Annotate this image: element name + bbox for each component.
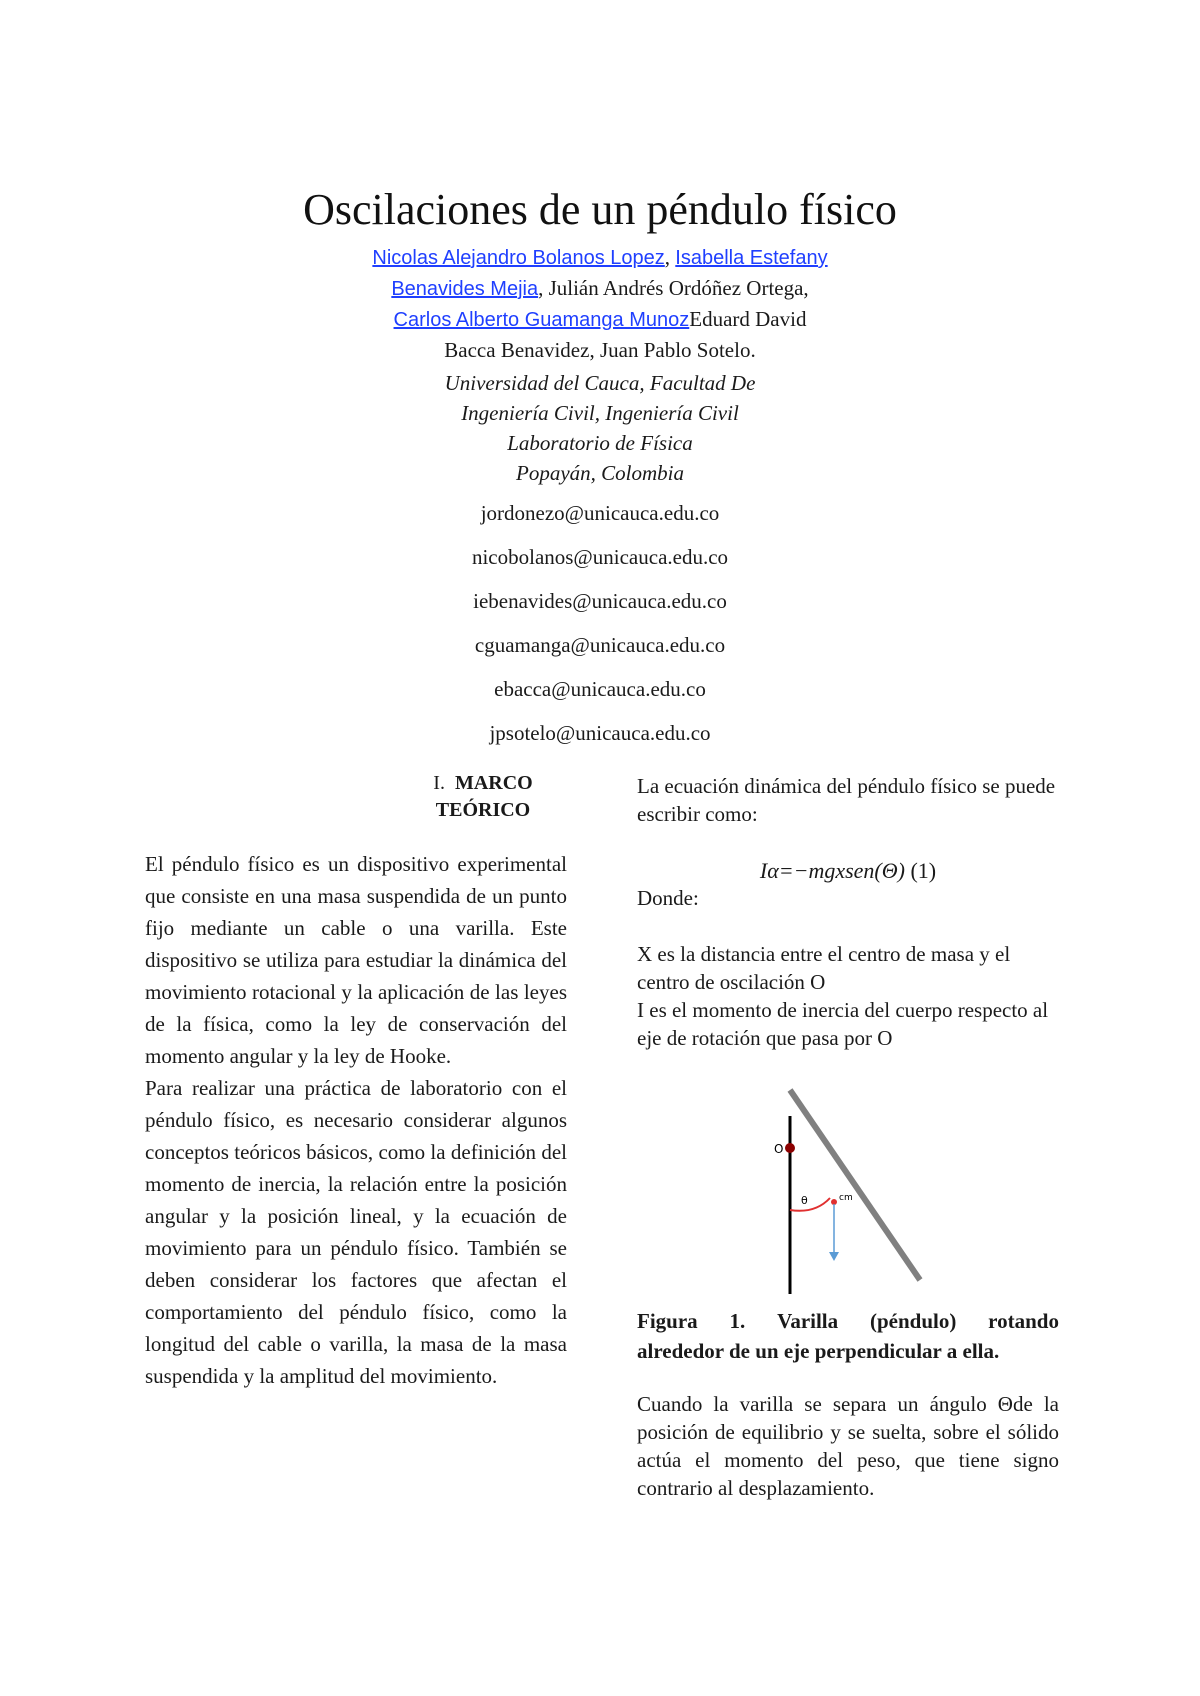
paragraph: El péndulo físico es un dispositivo experimental que consiste en una masa suspendida de un punto fijo mediante un cable o una varilla. Este dispositivo se utiliza para estudiar la dinámica del movimiento rotacional y la aplicación de las leyes de la física, como la ley de conservación del momento angular y la ley de Hooke. bbox=[145, 852, 567, 1068]
author-list: Nicolas Alejandro Bolanos Lopez, Isabella Estefany Benavides Mejia, Julián Andrés Ordóñez Ortega, Carlos Alberto Guamanga MunozEduard David Bacca Benavidez, Juan Pablo Sotelo. bbox=[300, 242, 900, 365]
right-intro: La ecuación dinámica del péndulo físico se puede escribir como: bbox=[637, 774, 1056, 826]
email: jordonezo@unicauca.edu.co bbox=[480, 501, 720, 525]
rod bbox=[790, 1090, 920, 1280]
author-names: Eduard David bbox=[689, 307, 807, 331]
author-names: Bacca Benavidez, Juan Pablo Sotelo. bbox=[444, 338, 756, 362]
author-link-guamanga[interactable]: Carlos Alberto Guamanga Munoz bbox=[393, 309, 690, 331]
label-theta: θ bbox=[801, 1194, 808, 1207]
pivot-point bbox=[785, 1143, 795, 1153]
pendulum-figure bbox=[720, 1080, 940, 1300]
paragraph: Para realizar una práctica de laboratorio con el péndulo físico, es necesario considerar algunos conceptos teóricos básicos, como la definición del momento de inercia, la relación entre la posición angular y la posición lineal, y la ecuación de movimiento para un péndulo físico. También se deben considerar los factores que afectan el comportamiento del péndulo físico, como la longitud del cable o varilla, la masa de la masa suspendida y la amplitud del movimiento. bbox=[145, 1076, 567, 1388]
author-link-benavides-cont[interactable]: Benavides Mejia bbox=[391, 278, 539, 300]
email: jpsotelo@unicauca.edu.co bbox=[489, 721, 711, 745]
email: iebenavides@unicauca.edu.co bbox=[473, 589, 727, 613]
author-link-bolanos[interactable]: Nicolas Alejandro Bolanos Lopez bbox=[372, 247, 665, 269]
email: ebacca@unicauca.edu.co bbox=[494, 677, 706, 701]
paper-title: Oscilaciones de un péndulo físico bbox=[303, 185, 897, 234]
email: nicobolanos@unicauca.edu.co bbox=[471, 545, 729, 569]
paragraph-after-figure: Cuando la varilla se separa un ángulo Θde la posición de equilibrio y se suelta, sobre el sólido actúa el momento del peso, que tiene signo contrario al desplazamiento. bbox=[637, 1392, 1059, 1500]
author-link-benavides[interactable]: Isabella Estefany bbox=[675, 247, 828, 269]
label-o: O bbox=[774, 1142, 784, 1156]
section-heading: I. MARCO TEÓRICO bbox=[433, 772, 533, 821]
figure-caption: Figura 1. Varilla (péndulo) rotando alrededor de un eje perpendicular a ella. bbox=[637, 1309, 1059, 1363]
arrow-head bbox=[829, 1252, 839, 1261]
author-names: , Julián Andrés Ordóñez Ortega, bbox=[538, 276, 809, 300]
affiliation: Universidad del Cauca, Facultad De Ingeniería Civil, Ingeniería Civil Laboratorio de Física Popayán, Colombia bbox=[444, 371, 756, 485]
definitions: Donde: X es la distancia entre el centro de masa y el centro de oscilación O I es el momento de inercia del cuerpo respecto al eje de rotación que pasa por O bbox=[637, 884, 1059, 1052]
label-cm: cm bbox=[839, 1193, 853, 1203]
definition-i: I es el momento de inercia del cuerpo respecto al eje de rotación que pasa por O bbox=[637, 998, 1049, 1050]
left-column-text bbox=[145, 848, 567, 1392]
equation-1: Iα=−mgxsen(Θ) (1) bbox=[759, 858, 937, 883]
definition-x: X es la distancia entre el centro de masa y el centro de oscilación O bbox=[637, 942, 1011, 994]
email-list bbox=[300, 491, 900, 755]
email: cguamanga@unicauca.edu.co bbox=[474, 633, 726, 657]
angle-arc bbox=[790, 1198, 830, 1211]
